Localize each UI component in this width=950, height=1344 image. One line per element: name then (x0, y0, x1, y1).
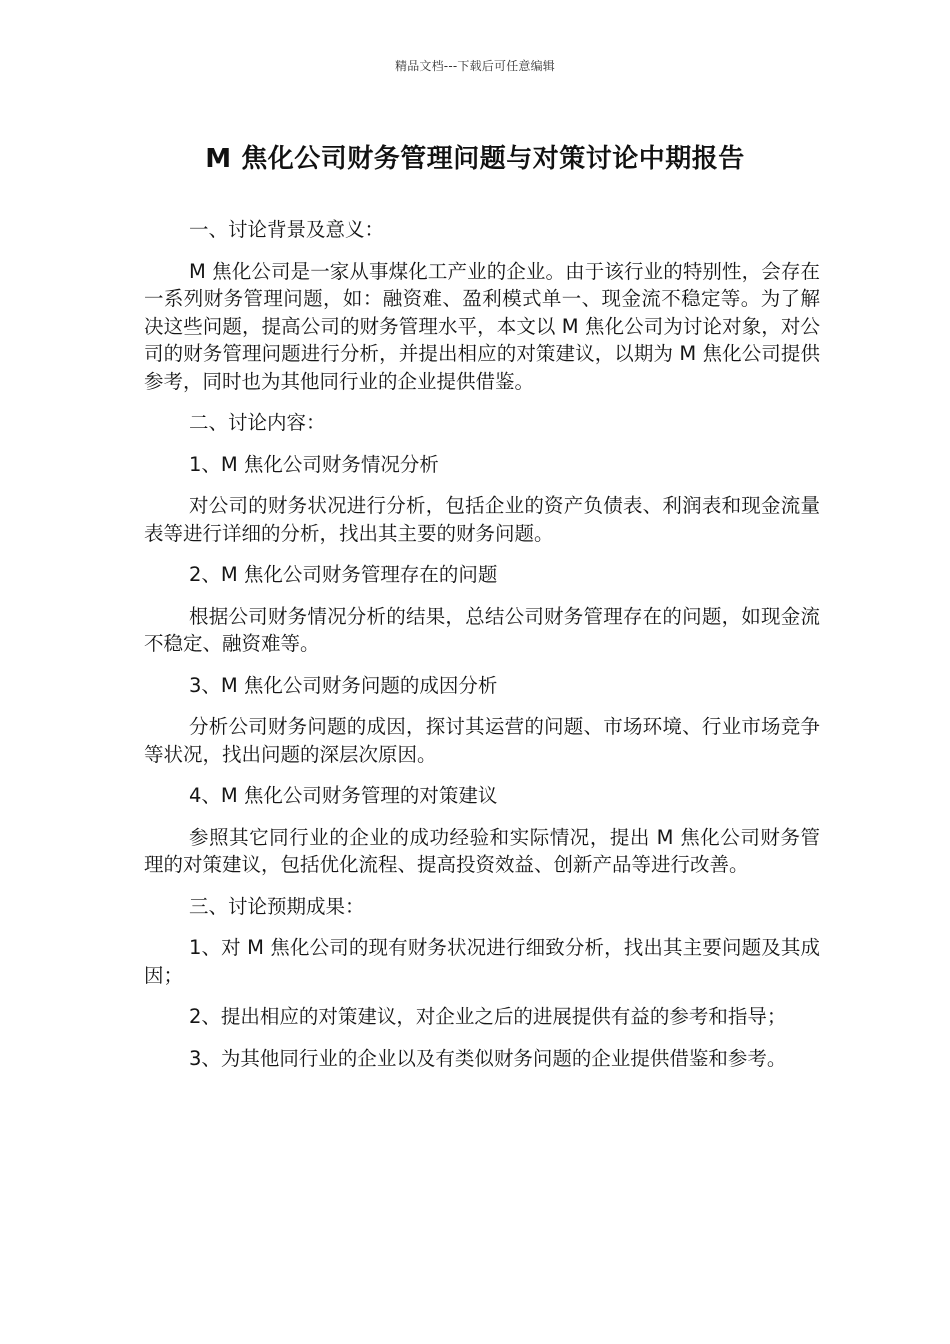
subheading-countermeasures: 4、M 焦化公司财务管理的对策建议 (189, 784, 498, 807)
expected-result-item: 1、对 M 焦化公司的现有财务状况进行细致分析，找出其主要问题及其成因； (144, 936, 820, 987)
header-note: 精品文档---下载后可任意编辑 (395, 59, 555, 73)
subheading-financial-analysis: 1、M 焦化公司财务情况分析 (189, 452, 439, 476)
subheading-cause-analysis: 3、M 焦化公司财务问题的成因分析 (189, 673, 498, 697)
expected-result-item: 3、为其他同行业的企业以及有类似财务问题的企业提供借鉴和参考。 (189, 1046, 787, 1070)
section-heading-expected-results: 三、讨论预期成果： (189, 894, 365, 918)
paragraph-financial-analysis: 对公司的财务状况进行分析，包括企业的资产负债表、利润表和现金流量表等进行详细的分析，找出其主要的财务问题。 (144, 494, 820, 545)
paragraph-countermeasures: 参照其它同行业的企业的成功经验和实际情况，提出 M 焦化公司财务管理的对策建议，包括优化流程、提高投资效益、创新产品等进行改善。 (144, 825, 820, 876)
paragraph-background: M 焦化公司是一家从事煤化工产业的企业。由于该行业的特别性，会存在一系列财务管理问题，如：融资难、盈利模式单一、现金流不稳定等。为了解决这些问题，提高公司的财务管理水平，本文以 M 焦化公司为讨论对象，对公司的财务管理问题进行分析，并提出相应的对策建议，以期为 M 焦化公司提供参考，同时也为其他同行业的企业提供借鉴。 (144, 259, 820, 393)
subheading-existing-problems: 2、M 焦化公司财务管理存在的问题 (189, 563, 498, 586)
section-heading-content: 二、讨论内容： (189, 411, 326, 434)
document-body (144, 216, 820, 1086)
section-heading-background: 一、讨论背景及意义： (189, 218, 385, 241)
expected-result-item: 2、提出相应的对策建议，对企业之后的进展提供有益的参考和指导； (189, 1005, 787, 1028)
paragraph-cause-analysis: 分析公司财务问题的成因，探讨其运营的问题、市场环境、行业市场竞争等状况，找出问题的深层次原因。 (144, 715, 820, 766)
document-title: M 焦化公司财务管理问题与对策讨论中期报告 (205, 144, 745, 174)
paragraph-existing-problems: 根据公司财务情况分析的结果，总结公司财务管理存在的问题，如现金流不稳定、融资难等。 (144, 604, 820, 655)
